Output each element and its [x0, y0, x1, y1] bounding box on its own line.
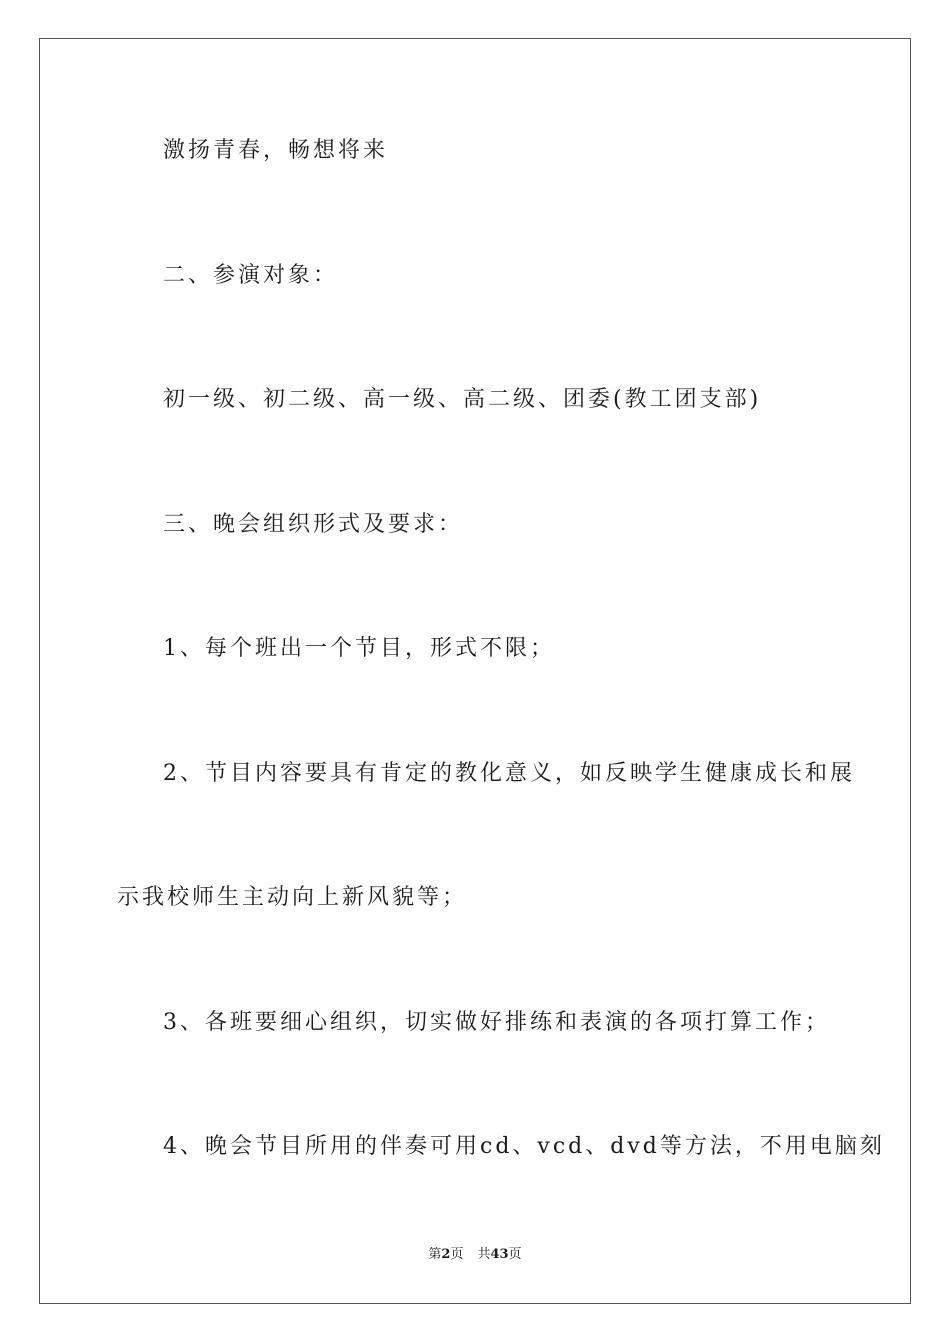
footer-page-suffix: 页 — [450, 1247, 464, 1262]
list-item-2-continuation: 示我校师生主动向上新风貌等； — [117, 885, 468, 910]
footer-page-number: 2 — [441, 1247, 451, 1262]
footer-total-suffix: 页 — [508, 1247, 522, 1262]
footer-total-prefix: 共 — [477, 1247, 491, 1262]
footer-total-pages: 43 — [490, 1247, 509, 1262]
list-item-1: 1、每个班出一个节目，形式不限； — [163, 636, 555, 661]
section-heading-format: 三、晚会组织形式及要求： — [163, 512, 464, 537]
page-frame — [39, 38, 911, 1304]
page-footer — [0, 1246, 950, 1264]
list-item-3: 3、各班要细心组织，切实做好排练和表演的各项打算工作； — [163, 1010, 830, 1035]
paragraph-slogan: 激扬青春，畅想将来 — [163, 138, 389, 163]
list-item-2: 2、节目内容要具有肯定的教化意义，如反映学生健康成长和展 — [163, 761, 855, 786]
footer-page-prefix: 第 — [428, 1247, 442, 1262]
paragraph-participants: 初一级、初二级、高一级、高二级、团委(教工团支部) — [163, 387, 762, 412]
section-heading-participants: 二、参演对象： — [163, 263, 339, 288]
list-item-4: 4、晚会节目所用的伴奏可用cd、vcd、dvd等方法，不用电脑刻 — [163, 1134, 885, 1159]
